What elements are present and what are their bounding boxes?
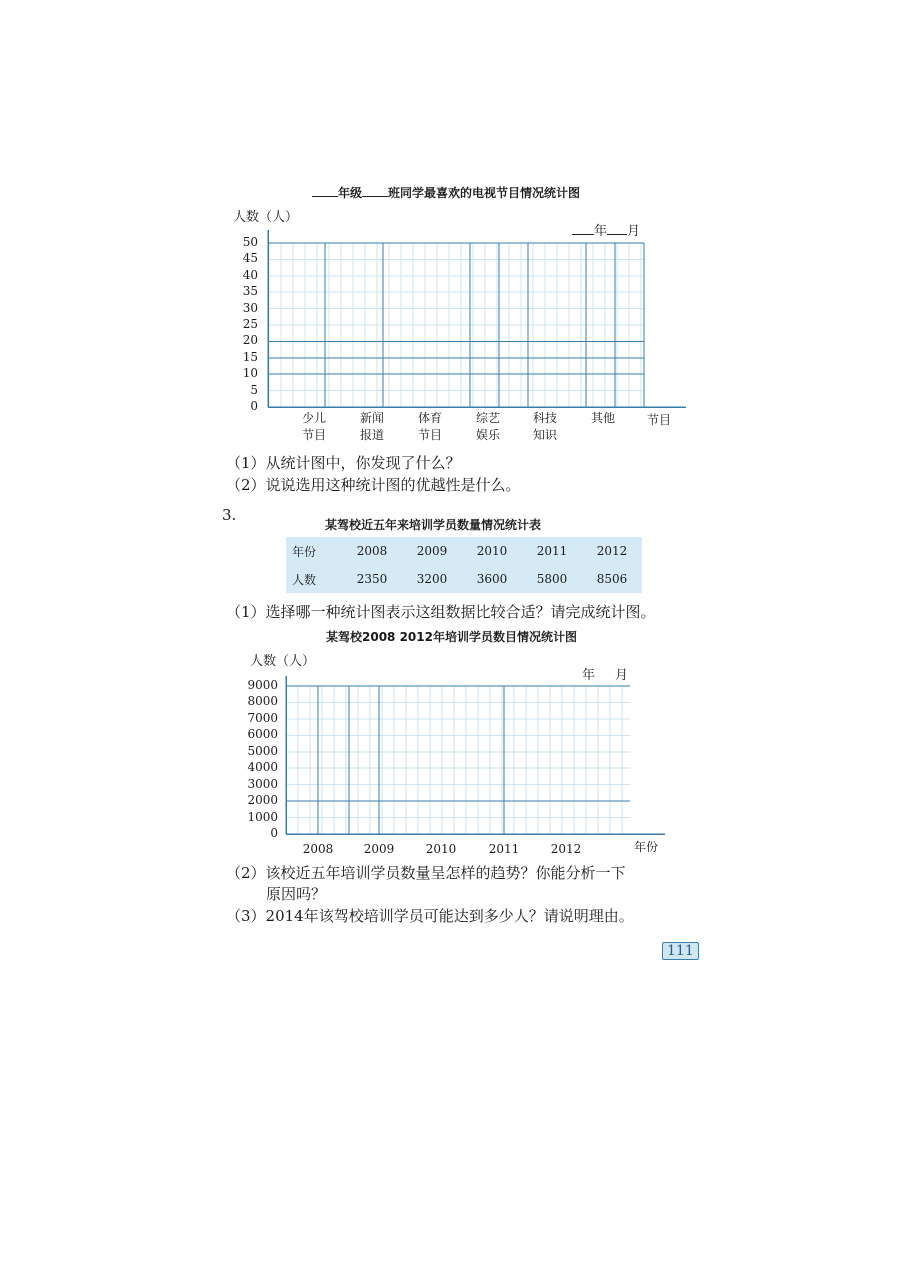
category-line2: 报道 (359, 428, 384, 442)
category-line2: 节目 (301, 428, 326, 442)
chart1-ytick-label: 50 (242, 235, 258, 249)
chart2-grid (280, 676, 700, 856)
chart2-ytick-label: 3000 (247, 776, 278, 791)
chart1-date: 年 月 (572, 220, 640, 239)
chart1-ytick-label: 10 (242, 366, 258, 381)
chart2-xlabel: 年份 (634, 840, 659, 854)
category-line1: 体育 (417, 411, 442, 425)
question-3-2-line1: （2）该校近五年培训学员数量呈怎样的趋势？你能分析一下 (226, 864, 626, 882)
chart2-ytick-label: 7000 (247, 710, 278, 725)
chart1-ytick-label: 25 (242, 317, 258, 331)
chart2-xtick-label: 2011 (488, 842, 520, 856)
chart1-category-label (583, 410, 623, 427)
chart1-ytick-label: 40 (242, 267, 258, 282)
grade-blank[interactable] (312, 184, 338, 197)
table-cell: 2012 (596, 544, 628, 558)
chart2-xtick-label: 2009 (363, 842, 395, 856)
chart2-ytick-label: 0 (270, 826, 278, 840)
chart2-xtick-label: 2010 (425, 842, 457, 856)
category-line1: 综艺 (475, 411, 500, 425)
chart1-category-label (410, 410, 450, 444)
chart1-ylabel: 人数（人） (233, 210, 299, 225)
table-cell: 8506 (596, 572, 628, 586)
chart1-category-label (468, 410, 508, 444)
chart2-ytick-label: 2000 (247, 793, 278, 808)
chart2-ytick-label: 8000 (247, 694, 278, 709)
table-header-count: 人数 (292, 572, 317, 587)
table-cell: 2010 (476, 544, 508, 558)
table-title: 某驾校近五年来培训学员数量情况统计表 (325, 518, 542, 532)
chart1-title: 年级 班同学最喜欢的电视节目情况统计图 (312, 184, 580, 201)
table-row-years (286, 537, 642, 565)
chart2-ytick-label: 4000 (247, 760, 278, 775)
table-cell: 2008 (356, 544, 388, 558)
question-2-1: （1）从统计图中，你发现了什么？ (226, 454, 461, 472)
question-2-2: （2）说说选用这种统计图的优越性是什么。 (226, 476, 521, 494)
category-line2: 节目 (417, 428, 442, 442)
chart1-xlabel: 节目 (647, 413, 672, 427)
chart2-date: 年 月 (582, 668, 629, 683)
table-cell: 3200 (416, 572, 448, 586)
page-number: 111 (662, 942, 699, 960)
chart2-xtick-label: 2008 (302, 842, 334, 856)
chart1-ytick-label: 0 (250, 399, 258, 413)
chart2-xtick-label: 2012 (550, 842, 582, 856)
problem-3-number: 3. (222, 506, 237, 524)
table-row-counts (286, 565, 642, 593)
table-cell: 5800 (536, 572, 568, 586)
category-line2: 娱乐 (475, 428, 500, 442)
chart1-ytick-label: 5 (250, 382, 258, 397)
chart2-ytick-label: 6000 (247, 727, 278, 742)
chart2-title: 某驾校2008 2012年培训学员数目情况统计图 (326, 630, 577, 644)
table-header-year: 年份 (292, 544, 317, 559)
question-3-3: （3）2014年该驾校培训学员可能达到多少人？请说明理由。 (226, 907, 634, 925)
chart2-ylabel: 人数（人） (250, 654, 316, 669)
table-cell: 2009 (416, 544, 448, 558)
data-table (286, 537, 642, 593)
chart1-category-label (525, 410, 565, 444)
question-3-1: （1）选择哪一种统计图表示这组数据比较合适？请完成统计图。 (226, 603, 656, 621)
category-line2: 知识 (532, 428, 557, 442)
chart1-ytick-label: 20 (242, 333, 258, 348)
chart2-ytick-label: 1000 (247, 809, 278, 824)
chart1-category-label (294, 410, 334, 444)
chart1-ytick-label: 15 (242, 349, 258, 364)
category-line1: 其他 (590, 411, 615, 425)
chart2-ytick-label: 9000 (247, 678, 278, 692)
table-cell: 2011 (536, 544, 568, 558)
category-line1: 少儿 (301, 411, 326, 425)
question-3-2-line2: 原因吗？ (266, 885, 327, 903)
chart1-grid (228, 230, 688, 430)
table-cell: 2350 (356, 572, 388, 586)
chart1-ytick-label: 45 (242, 251, 258, 266)
chart1-ytick-label: 30 (242, 300, 258, 315)
class-blank[interactable] (362, 184, 388, 197)
chart1-category-label (352, 410, 392, 444)
chart2-ytick-label: 5000 (247, 743, 278, 758)
chart1-ytick-label: 35 (242, 284, 258, 299)
table-cell: 3600 (476, 572, 508, 586)
category-line1: 新闻 (359, 411, 384, 425)
category-line1: 科技 (532, 411, 557, 425)
